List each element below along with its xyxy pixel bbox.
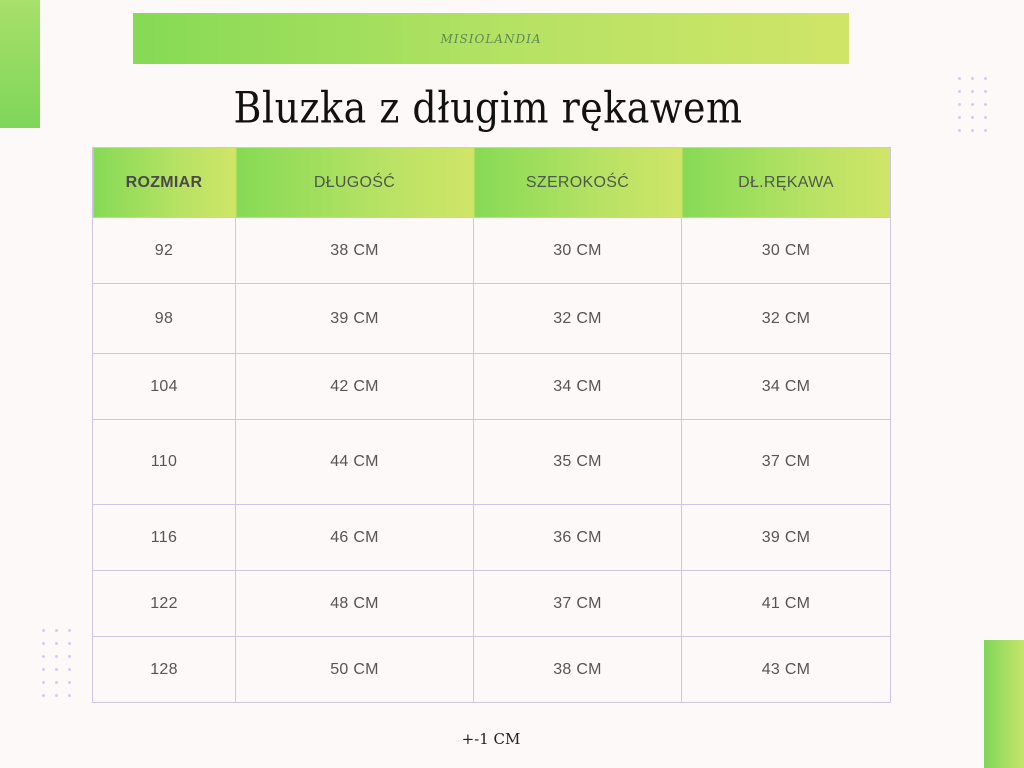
cell-size: 116 xyxy=(93,505,236,571)
cell-sleeve: 30 CM xyxy=(682,218,891,284)
cell-length: 48 CM xyxy=(236,571,474,637)
header-width: SZEROKOŚĆ xyxy=(474,148,682,218)
decor-dots-bottom-left xyxy=(37,624,76,702)
tolerance-note: +-1 CM xyxy=(461,730,521,748)
cell-width: 35 CM xyxy=(474,420,682,505)
cell-size: 92 xyxy=(93,218,236,284)
cell-width: 32 CM xyxy=(474,284,682,354)
header-length: DŁUGOŚĆ xyxy=(236,148,474,218)
cell-sleeve: 39 CM xyxy=(682,505,891,571)
cell-length: 38 CM xyxy=(236,218,474,284)
brand-banner xyxy=(133,13,849,64)
table-header-row xyxy=(93,148,891,218)
cell-length: 44 CM xyxy=(236,420,474,505)
page-title: Bluzka z długim rękawem xyxy=(233,83,743,133)
header-size: ROZMIAR xyxy=(93,148,236,218)
cell-length: 42 CM xyxy=(236,354,474,420)
cell-size: 122 xyxy=(93,571,236,637)
table-row xyxy=(93,420,891,505)
cell-sleeve: 37 CM xyxy=(682,420,891,505)
decor-bar-bottom-right xyxy=(984,640,1024,768)
cell-sleeve: 34 CM xyxy=(682,354,891,420)
cell-width: 30 CM xyxy=(474,218,682,284)
cell-size: 98 xyxy=(93,284,236,354)
table-row xyxy=(93,284,891,354)
header-sleeve-length: DŁ.RĘKAWA xyxy=(682,148,891,218)
cell-length: 50 CM xyxy=(236,637,474,703)
cell-width: 38 CM xyxy=(474,637,682,703)
size-table xyxy=(92,147,891,703)
brand-name: MISIOLANDIA xyxy=(440,31,542,46)
table-row xyxy=(93,354,891,420)
cell-width: 37 CM xyxy=(474,571,682,637)
table-row xyxy=(93,571,891,637)
cell-length: 46 CM xyxy=(236,505,474,571)
table-row xyxy=(93,505,891,571)
cell-width: 36 CM xyxy=(474,505,682,571)
cell-sleeve: 32 CM xyxy=(682,284,891,354)
table-row xyxy=(93,218,891,284)
cell-sleeve: 43 CM xyxy=(682,637,891,703)
cell-size: 128 xyxy=(93,637,236,703)
cell-size: 104 xyxy=(93,354,236,420)
cell-sleeve: 41 CM xyxy=(682,571,891,637)
cell-width: 34 CM xyxy=(474,354,682,420)
cell-size: 110 xyxy=(93,420,236,505)
table-row xyxy=(93,637,891,703)
cell-length: 39 CM xyxy=(236,284,474,354)
